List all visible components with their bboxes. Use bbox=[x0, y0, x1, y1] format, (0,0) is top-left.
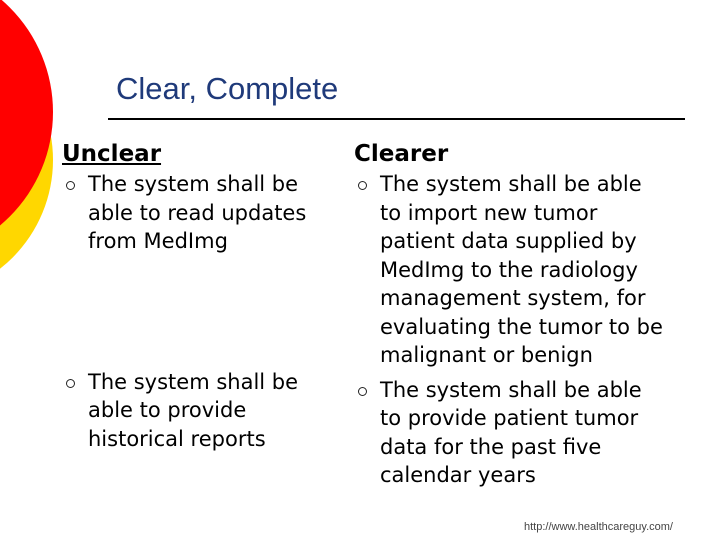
hollow-bullet-icon bbox=[358, 181, 367, 190]
clearer-item-1 bbox=[354, 170, 714, 370]
hollow-bullet-icon bbox=[66, 379, 75, 388]
clearer-column bbox=[354, 138, 714, 490]
title-underline bbox=[108, 118, 685, 120]
clearer-item-1-text: The system shall be able to import new tumor patient data supplied by MedImg to the radiology management system, for evaluating the tumor to be malignant or benign bbox=[380, 172, 663, 367]
footer-url: http://www.healthcareguy.com/ bbox=[524, 521, 673, 533]
unclear-item-2 bbox=[62, 368, 352, 454]
unclear-column bbox=[62, 138, 352, 453]
slide-title: Clear, Complete bbox=[116, 71, 339, 106]
clearer-item-2-text: The system shall be able to provide patient tumor data for the past five calendar years bbox=[380, 377, 642, 487]
unclear-item-1-text: The system shall be able to read updates from MedImg bbox=[88, 172, 307, 253]
hollow-bullet-icon bbox=[66, 181, 75, 190]
clearer-heading: Clearer bbox=[354, 141, 449, 167]
clearer-item-2 bbox=[354, 376, 714, 490]
hollow-bullet-icon bbox=[358, 387, 367, 396]
unclear-item-2-text: The system shall be able to provide historical reports bbox=[88, 369, 299, 451]
unclear-item-1 bbox=[62, 170, 352, 256]
unclear-heading: Unclear bbox=[62, 141, 162, 167]
